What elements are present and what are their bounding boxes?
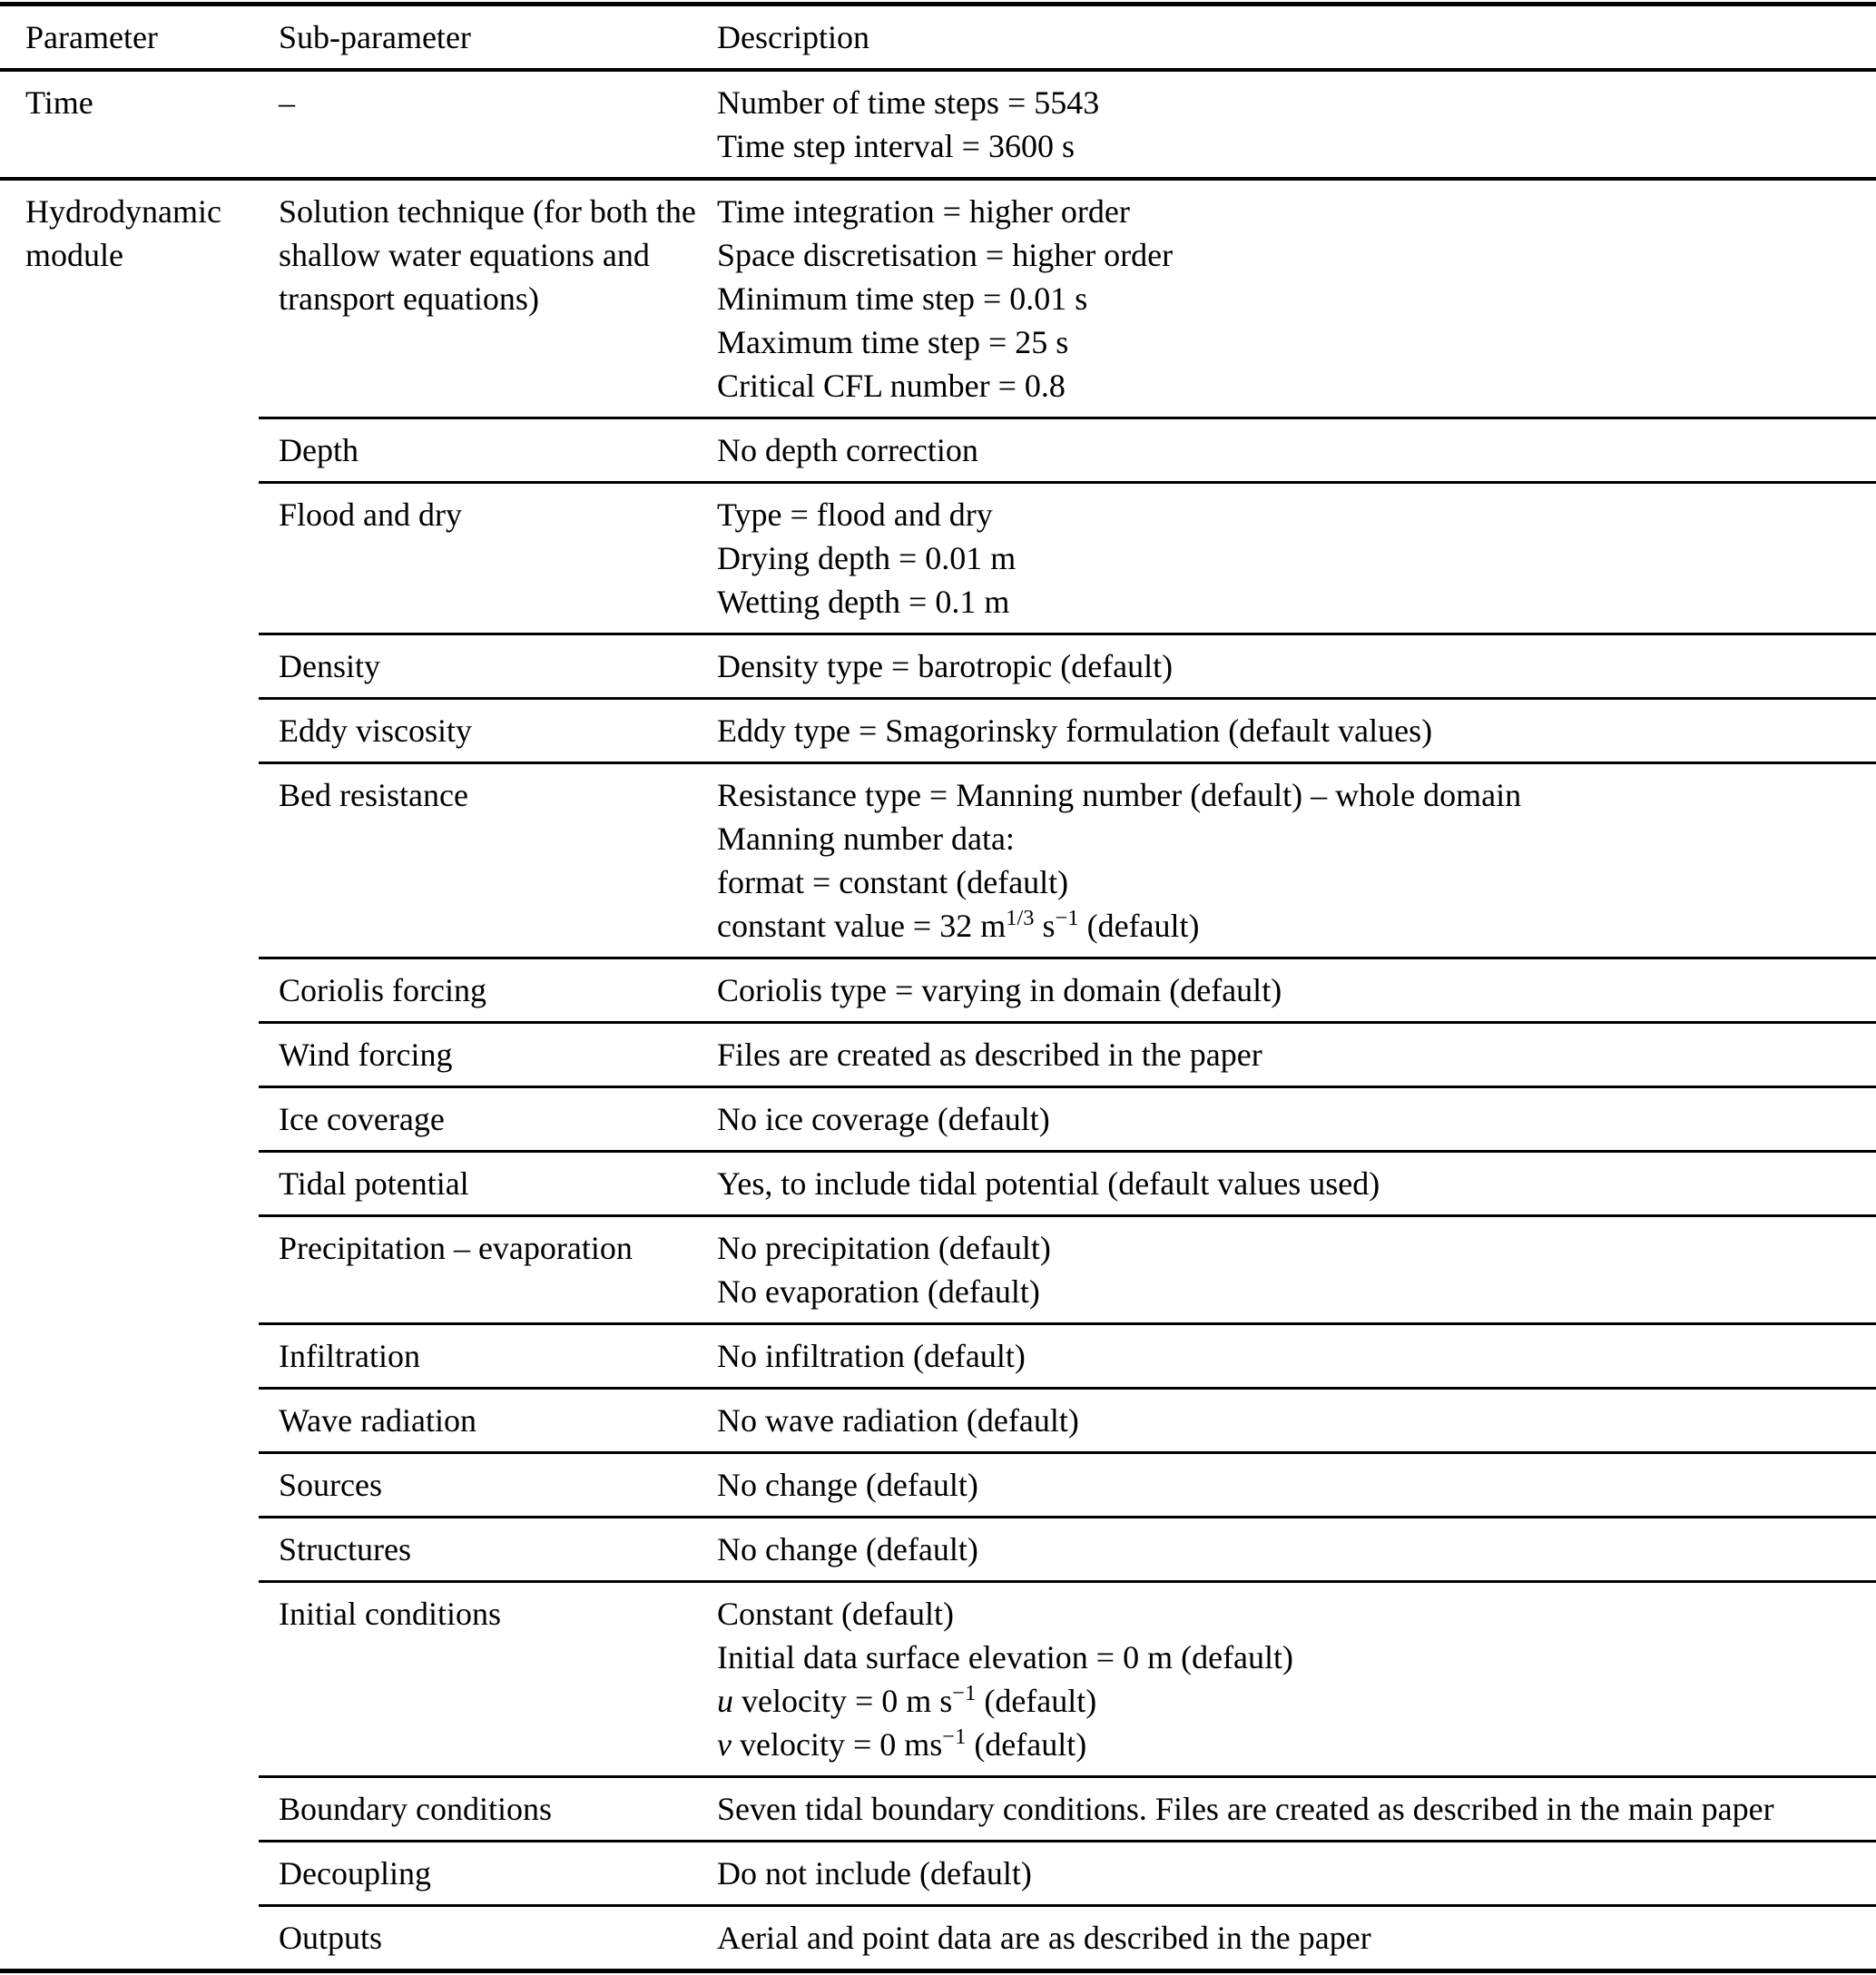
parameter-cell: Hydrodynamic module bbox=[25, 193, 221, 273]
description-cell bbox=[717, 81, 1876, 168]
description-cell bbox=[717, 1787, 1876, 1831]
description-line: Number of time steps = 5543 bbox=[717, 84, 1100, 121]
table-row bbox=[259, 72, 1876, 177]
table-header-row bbox=[0, 6, 1876, 68]
description-cell bbox=[717, 1399, 1876, 1442]
sub-parameter-cell: Sources bbox=[279, 1467, 382, 1503]
description-line: No change (default) bbox=[717, 1531, 978, 1567]
description-line: No wave radiation (default) bbox=[717, 1402, 1079, 1439]
table-row bbox=[259, 957, 1876, 1021]
description-line: Yes, to include tidal potential (default values used) bbox=[717, 1165, 1380, 1202]
description-line: Eddy type = Smagorinsky formulation (default values) bbox=[717, 712, 1433, 749]
description-line: u velocity = 0 m $s^{-1}$ (default) bbox=[717, 1681, 1097, 1719]
table-row bbox=[259, 1516, 1876, 1580]
description-line: No ice coverage (default) bbox=[717, 1101, 1050, 1137]
table-row bbox=[259, 1451, 1876, 1516]
sub-parameter-cell: Depth bbox=[279, 432, 359, 468]
table-row bbox=[259, 1086, 1876, 1150]
table-row bbox=[259, 1021, 1876, 1086]
sub-parameter-cell: Tidal potential bbox=[279, 1165, 469, 1202]
description-cell bbox=[717, 1916, 1876, 1960]
sub-rows bbox=[259, 181, 1876, 1969]
parameter-group bbox=[0, 72, 1876, 177]
sub-parameter-cell: Solution technique (for both the shallow water equations and transport equations) bbox=[279, 193, 696, 317]
sub-parameter-cell: Wind forcing bbox=[279, 1037, 453, 1073]
description-line: No precipitation (default) bbox=[717, 1230, 1051, 1266]
description-cell bbox=[717, 1852, 1876, 1895]
description-line: Wetting depth = 0.1 m bbox=[717, 584, 1010, 620]
description-line: Critical CFL number = 0.8 bbox=[717, 368, 1066, 404]
description-line: Density type = barotropic (default) bbox=[717, 648, 1174, 684]
description-line: Files are created as described in the paper bbox=[717, 1037, 1262, 1073]
description-cell bbox=[717, 1592, 1876, 1766]
table-row bbox=[259, 1904, 1876, 1969]
description-line: No depth correction bbox=[717, 432, 978, 468]
description-line: Time step interval = 3600 s bbox=[717, 128, 1075, 164]
sub-parameter-cell: Boundary conditions bbox=[279, 1791, 552, 1827]
table-row bbox=[259, 1387, 1876, 1451]
sub-parameter-cell: Structures bbox=[279, 1531, 411, 1567]
description-cell bbox=[717, 493, 1876, 624]
description-line: No infiltration (default) bbox=[717, 1338, 1026, 1374]
table-row bbox=[259, 417, 1876, 481]
description-line: Maximum time step = 25 s bbox=[717, 324, 1069, 360]
description-line: Time integration = higher order bbox=[717, 193, 1130, 230]
sub-parameter-cell: Flood and dry bbox=[279, 496, 462, 533]
description-cell bbox=[717, 1162, 1876, 1205]
description-line: No change (default) bbox=[717, 1467, 978, 1503]
description-cell bbox=[717, 1226, 1876, 1313]
description-line: Type = flood and dry bbox=[717, 496, 993, 533]
description-cell bbox=[717, 1528, 1876, 1571]
sub-parameter-cell: – bbox=[279, 84, 295, 121]
sub-parameter-cell: Initial conditions bbox=[279, 1596, 501, 1632]
sub-parameter-cell: Decoupling bbox=[279, 1855, 431, 1891]
description-line: format = constant (default) bbox=[717, 864, 1069, 900]
table-row bbox=[259, 762, 1876, 957]
column-header-parameter: Parameter bbox=[25, 19, 158, 55]
description-line: v velocity = 0 $ms^{-1}$ (default) bbox=[717, 1724, 1087, 1763]
description-cell bbox=[717, 1334, 1876, 1378]
table-row bbox=[259, 1322, 1876, 1387]
description-cell bbox=[717, 968, 1876, 1012]
table-row bbox=[259, 1214, 1876, 1322]
table-bottom-rule bbox=[0, 1969, 1876, 1973]
parameter-cell: Time bbox=[25, 84, 93, 121]
table-row bbox=[259, 1775, 1876, 1840]
table-row bbox=[259, 633, 1876, 697]
description-line: Seven tidal boundary conditions. Files are created as described in the main paper bbox=[717, 1791, 1774, 1827]
description-cell bbox=[717, 773, 1876, 948]
sub-rows bbox=[259, 72, 1876, 177]
description-line: Minimum time step = 0.01 s bbox=[717, 280, 1088, 317]
sub-parameter-cell: Outputs bbox=[279, 1920, 383, 1956]
table-row bbox=[259, 697, 1876, 762]
description-cell bbox=[717, 428, 1876, 472]
sub-parameter-cell: Precipitation – evaporation bbox=[279, 1230, 633, 1266]
table-row bbox=[259, 181, 1876, 417]
table-row bbox=[259, 481, 1876, 633]
sub-parameter-cell: Wave radiation bbox=[279, 1402, 477, 1439]
description-cell bbox=[717, 709, 1876, 752]
description-line: Resistance type = Manning number (default) – whole domain bbox=[717, 777, 1522, 813]
sub-parameter-cell: Ice coverage bbox=[279, 1101, 445, 1137]
column-header-sub-parameter: Sub-parameter bbox=[279, 19, 471, 55]
description-line: Constant (default) bbox=[717, 1596, 954, 1632]
description-cell bbox=[717, 190, 1876, 408]
sub-parameter-cell: Coriolis forcing bbox=[279, 972, 486, 1008]
description-line: constant value = 32 $m^{1/3}$ $s^{-1}$ (default) bbox=[717, 906, 1200, 944]
description-cell bbox=[717, 1097, 1876, 1141]
description-line: No evaporation (default) bbox=[717, 1273, 1040, 1310]
description-cell bbox=[717, 644, 1876, 688]
description-line: Aerial and point data are as described in the paper bbox=[717, 1920, 1371, 1956]
description-line: Space discretisation = higher order bbox=[717, 237, 1174, 273]
table-row bbox=[259, 1150, 1876, 1214]
description-line: Initial data surface elevation = 0 m (default) bbox=[717, 1639, 1294, 1675]
table-row bbox=[259, 1580, 1876, 1775]
description-cell bbox=[717, 1033, 1876, 1076]
description-cell bbox=[717, 1463, 1876, 1507]
table-row bbox=[259, 1840, 1876, 1904]
table-body bbox=[0, 72, 1876, 1969]
sub-parameter-cell: Bed resistance bbox=[279, 777, 468, 813]
sub-parameter-cell: Eddy viscosity bbox=[279, 712, 472, 749]
description-line: Manning number data: bbox=[717, 820, 1015, 857]
description-line: Coriolis type = varying in domain (default) bbox=[717, 972, 1282, 1008]
sub-parameter-cell: Density bbox=[279, 648, 380, 684]
description-line: Do not include (default) bbox=[717, 1855, 1032, 1891]
sub-parameter-cell: Infiltration bbox=[279, 1338, 420, 1374]
parameter-group bbox=[0, 181, 1876, 1969]
description-line: Drying depth = 0.01 m bbox=[717, 540, 1017, 576]
column-header-description: Description bbox=[717, 19, 869, 55]
